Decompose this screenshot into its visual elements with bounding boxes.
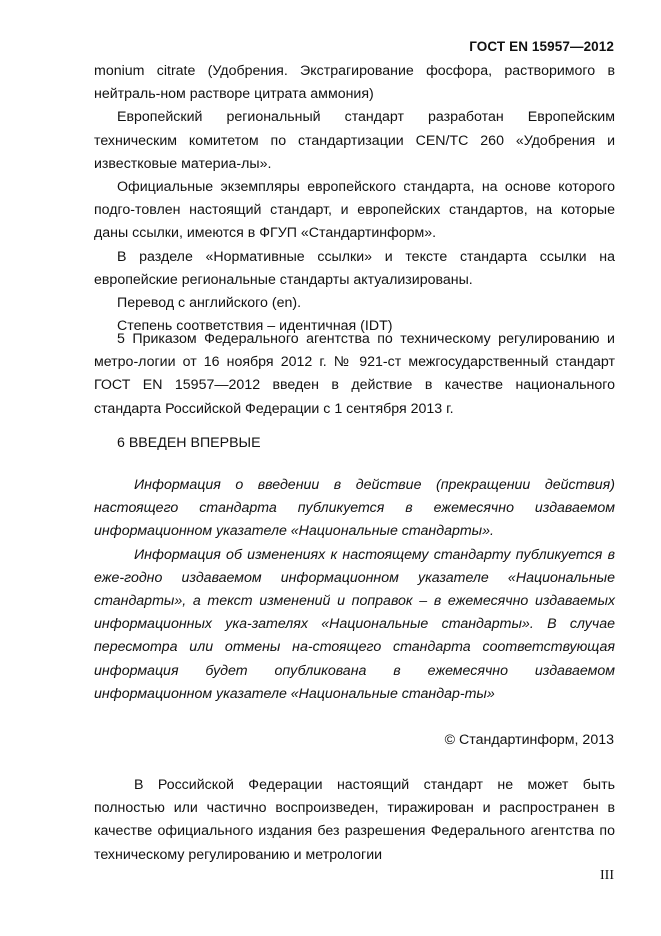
document-id-header: ГОСТ EN 15957—2012 xyxy=(469,39,614,54)
item-5-text: 5 Приказом Федерального агентства по техническому регулированию и метро-логии от 16 ноября 2012 г. № 921-ст межгосударственный стандарт ГОСТ EN 15957—2012 введен в действие в качестве национального стандарта Российской Федерации с 1 сентября 2013 г. xyxy=(94,331,615,417)
info-notice xyxy=(94,474,615,706)
rights-notice-text: В Российской Федерации настоящий стандарт не может быть полностью или частично воспроизведен, тиражирован и распространен в качестве официального издания без разрешения Федерального агентства по техническому регулированию и метрологии xyxy=(94,777,615,863)
paragraph-conformity: Степень соответствия – идентичная (IDT) xyxy=(117,318,393,335)
foreword-continuation xyxy=(94,60,615,338)
paragraph-references: В разделе «Нормативные ссылки» и тексте стандарта ссылки на европейские региональные стандарты актуализированы. xyxy=(94,248,615,288)
paragraph-official-copies: Официальные экземпляры европейского стандарта, на основе которого подго-товлен настоящий стандарт, и европейских стандартов, на которые даны ссылки, имеются в ФГУП «Стандартинформ». xyxy=(94,179,615,242)
rights-notice xyxy=(94,774,615,867)
info-notice-paragraph-2: Информация об изменениях к настоящему стандарту публикуется в еже-годно издаваемом информационном указателе «Национальные стандарты», а текст изменений и поправок – в ежемесячно издаваемых информационных ука-зателях «Национальные стандарты». В случае пересмотра или отмены на-стоящего стандарта соответствующая информация будет опубликована в ежемесячно издаваемом информационном указателе «Национальные стандар-ты» xyxy=(94,546,615,702)
item-5 xyxy=(94,328,615,421)
item-6 xyxy=(94,432,615,455)
paragraph-translation: Перевод с английского (en). xyxy=(117,295,302,312)
page-number: III xyxy=(600,868,614,883)
item-6-text: 6 ВВЕДЕН ВПЕРВЫЕ xyxy=(117,435,261,451)
paragraph-title-continuation: monium citrate (Удобрения. Экстрагирование фосфора, растворимого в нейтраль-ном растворе цитрата аммония) xyxy=(94,63,615,103)
copyright: © Стандартинформ, 2013 xyxy=(444,732,614,748)
paragraph-committee: Европейский региональный стандарт разработан Европейским техническим комитетом по стандартизации CEN/TC 260 «Удобрения и известковые материа-лы». xyxy=(94,109,615,172)
info-notice-paragraph-1: Информация о введении в действие (прекращении действия) настоящего стандарта публикуется в ежемесячно издаваемом информационном указателе «Национальные стандарты». xyxy=(94,477,615,540)
